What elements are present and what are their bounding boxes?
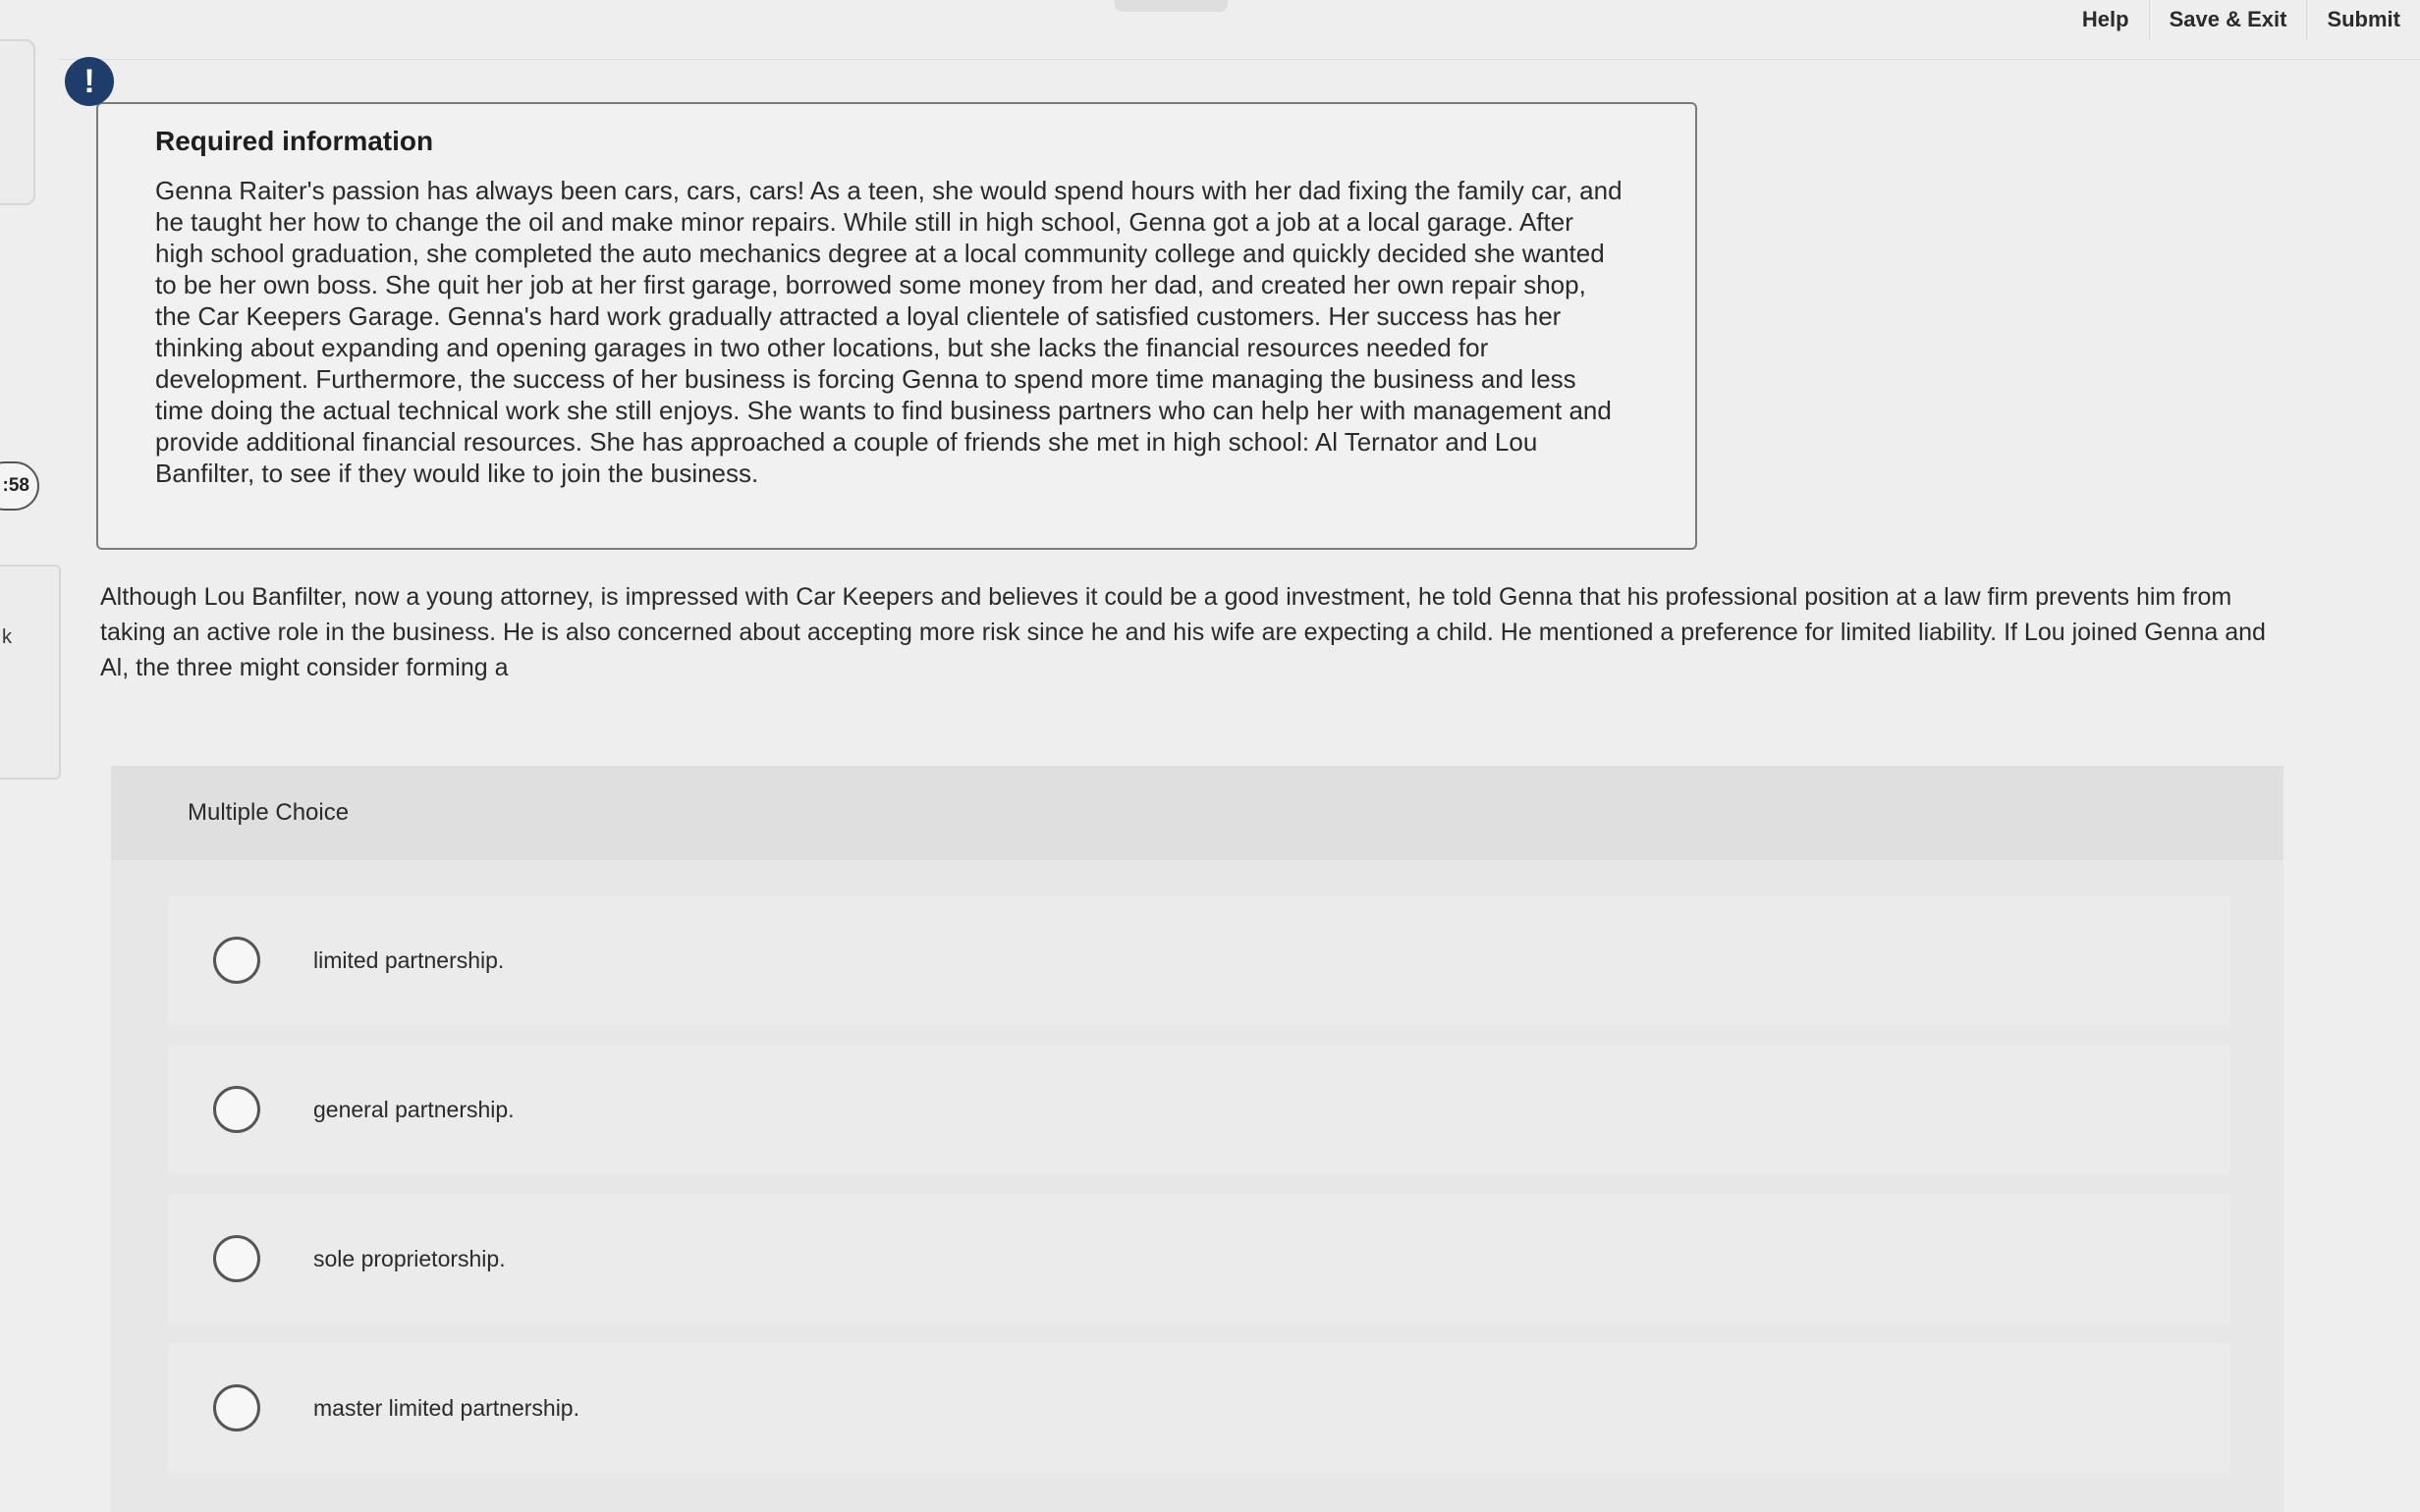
multiple-choice-header [111,766,2283,860]
radio-button[interactable] [213,1235,260,1282]
radio-button[interactable] [213,937,260,984]
radio-button[interactable] [213,1384,260,1431]
save-exit-link[interactable]: Save & Exit [2149,0,2307,39]
choice-label: general partnership. [313,1096,515,1122]
choice-option[interactable] [168,1045,2230,1174]
timer-text: :58 [2,475,29,496]
multiple-choice-panel [111,766,2283,1512]
help-link[interactable]: Help [2081,7,2129,31]
choice-option[interactable] [168,1194,2230,1323]
left-side-panel [0,39,35,205]
submit-link[interactable]: Submit [2306,0,2420,39]
left-nav-panel[interactable] [0,565,61,780]
header-divider [59,59,2420,60]
required-info-title: Required information [155,126,434,156]
top-nav [2062,0,2420,39]
left-nav-fragment: k [2,626,12,648]
question-text: Although Lou Banfilter, now a young attorney, is impressed with Car Keepers and believes it could be a good investment, he told Genna that his professional position at a law firm prevents him from taking an active role in the business. He is also concerned about accepting more risk since he and his wife are expecting a child. He mentioned a preference for limited liability. If Lou joined Genna and Al, the three might consider forming a [100,583,2266,681]
required-info-box [96,102,1697,550]
radio-button[interactable] [213,1086,260,1133]
choice-option[interactable] [168,1343,2230,1473]
choice-label: sole proprietorship. [313,1245,506,1271]
timer-badge[interactable] [0,461,39,511]
required-info-text: Genna Raiter's passion has always been cars, cars, cars! As a teen, she would spend hours with her dad fixing the family car, and he taught her how to change the oil and make minor repairs. While still in high school, Genna got a job at a local garage. After high school graduation, she completed the auto mechanics degree at a local community college and quickly decided she wanted to be her own boss. She quit her job at her first garage, borrowed some money from her dad, and created her own repair shop, the Car Keepers Garage. Genna's hard work gradually attracted a loyal clientele of satisfied customers. Her success has her thinking about expanding and opening garages in two other locations, but she lacks the financial resources needed for development. Furthermore, the success of her business is forcing Genna to spend more time managing the business and less time doing the actual technical work she still enjoys. She wants to find business partners who can help her with management and provide additional financial resources. She has approached a couple of friends she met in high school: Al Ternator and Lou Banfilter, to see if they would like to join the business. [155,176,1622,488]
choice-label: limited partnership. [313,946,505,973]
choice-option[interactable] [168,895,2230,1025]
alert-symbol: ! [83,62,95,100]
exclamation-icon [65,57,114,106]
top-tab-handle [1115,0,1228,12]
choice-label: master limited partnership. [313,1394,579,1421]
multiple-choice-label: Multiple Choice [188,799,350,826]
